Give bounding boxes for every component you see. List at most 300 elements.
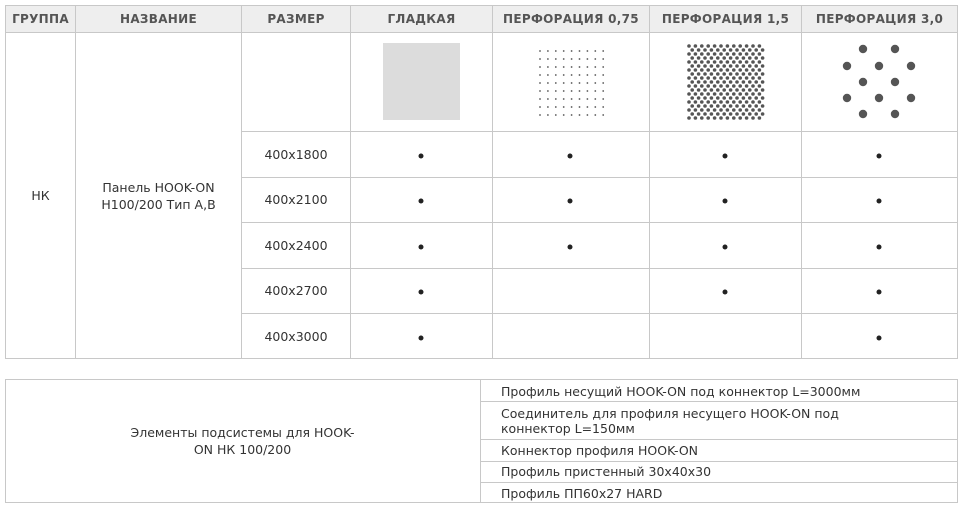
perforation-hole xyxy=(571,114,573,116)
perforation-hole xyxy=(758,100,762,104)
perforation-hole xyxy=(729,48,733,52)
perforation-hole xyxy=(719,44,723,48)
perforation-hole xyxy=(875,94,883,102)
perforation-hole xyxy=(571,66,573,68)
header-perf-075: ПЕРФОРАЦИЯ 0,75 xyxy=(503,12,639,26)
perforation-hole xyxy=(555,74,557,76)
perforation-hole xyxy=(729,64,733,68)
perforation-hole xyxy=(579,82,581,84)
perforation-hole xyxy=(710,48,714,52)
header-size: РАЗМЕР xyxy=(267,12,325,26)
perforation-hole xyxy=(694,52,698,56)
perforation-hole xyxy=(687,52,691,56)
grid-line xyxy=(5,502,958,503)
availability-dot-perf15 xyxy=(723,290,728,295)
perforation-hole xyxy=(716,72,720,76)
perforation-hole xyxy=(700,116,704,120)
perforation-hole xyxy=(594,50,596,52)
perforation-hole xyxy=(735,88,739,92)
perforation-hole xyxy=(761,88,765,92)
perforation-hole xyxy=(751,100,755,104)
perforation-hole xyxy=(875,62,883,70)
perforation-hole xyxy=(555,114,557,116)
perforation-hole xyxy=(726,44,730,48)
size-cell: 400х2400 xyxy=(264,238,328,253)
perforation-hole xyxy=(700,84,704,88)
perforation-hole xyxy=(706,116,710,120)
perforation-hole xyxy=(571,90,573,92)
perforation-hole xyxy=(726,60,730,64)
perforation-hole xyxy=(732,76,736,80)
perforation-hole xyxy=(694,76,698,80)
perforation-hole xyxy=(710,72,714,76)
perforation-hole xyxy=(710,88,714,92)
grid-line xyxy=(480,461,958,462)
perforation-hole xyxy=(761,72,765,76)
perforation-hole xyxy=(700,92,704,96)
grid-line xyxy=(480,439,958,440)
perforation-hole xyxy=(754,64,758,68)
perforation-hole xyxy=(594,90,596,92)
perforation-hole xyxy=(732,108,736,112)
perforation-hole xyxy=(579,58,581,60)
perforation-hole xyxy=(547,50,549,52)
perforation-hole xyxy=(732,44,736,48)
perforation-hole xyxy=(738,92,742,96)
perforation-hole xyxy=(710,112,714,116)
perforation-hole xyxy=(745,84,749,88)
perforation-hole xyxy=(690,56,694,60)
perforation-hole xyxy=(719,76,723,80)
size-cell: 400х2700 xyxy=(264,283,328,298)
perforation-hole xyxy=(732,52,736,56)
perforation-hole xyxy=(754,56,758,60)
perforation-hole xyxy=(563,66,565,68)
perforation-hole xyxy=(579,90,581,92)
availability-dot-perf075 xyxy=(568,245,573,250)
subsystem-item: Коннектор профиля HOOK-ON xyxy=(501,443,699,458)
perforation-hole xyxy=(859,110,867,118)
perforation-hole xyxy=(761,48,765,52)
perforation-hole xyxy=(690,48,694,52)
perforation-hole xyxy=(722,104,726,108)
perforation-hole xyxy=(716,48,720,52)
perforation-hole xyxy=(694,116,698,120)
perforation-hole xyxy=(539,82,541,84)
perforation-hole xyxy=(713,92,717,96)
perforation-hole xyxy=(738,68,742,72)
perforation-hole xyxy=(579,98,581,100)
perforation-hole xyxy=(700,52,704,56)
perforation-hole xyxy=(719,92,723,96)
size-cell: 400х3000 xyxy=(264,329,328,344)
perforation-hole xyxy=(754,96,758,100)
perforation-hole xyxy=(729,80,733,84)
perforation-hole xyxy=(754,88,758,92)
perforation-hole xyxy=(722,96,726,100)
grid-line xyxy=(480,482,958,483)
perforation-hole xyxy=(732,100,736,104)
perforation-hole xyxy=(713,76,717,80)
perforation-hole xyxy=(563,74,565,76)
size-cell: 400х2100 xyxy=(264,192,328,207)
perforation-hole xyxy=(706,44,710,48)
perforation-hole xyxy=(697,96,701,100)
perforation-hole xyxy=(547,82,549,84)
perforation-hole xyxy=(694,68,698,72)
perforation-hole xyxy=(697,56,701,60)
perforation-hole xyxy=(602,98,604,100)
subsystem-item: Профиль несущий HOOK-ON под коннектор L=3000мм xyxy=(501,384,861,399)
perforation-hole xyxy=(602,50,604,52)
perforation-hole xyxy=(687,76,691,80)
perforation-hole xyxy=(761,96,765,100)
perforation-hole xyxy=(716,112,720,116)
perforation-hole xyxy=(745,100,749,104)
perforation-hole xyxy=(716,96,720,100)
perforation-hole xyxy=(735,104,739,108)
perforation-hole xyxy=(738,52,742,56)
perforation-hole xyxy=(710,56,714,60)
perforation-hole xyxy=(602,66,604,68)
perforation-hole xyxy=(697,64,701,68)
perforation-hole xyxy=(547,74,549,76)
perforation-hole xyxy=(758,108,762,112)
perforation-hole xyxy=(738,60,742,64)
perforation-hole xyxy=(729,72,733,76)
perforation-hole xyxy=(602,106,604,108)
perforation-hole xyxy=(694,108,698,112)
availability-dot-smooth xyxy=(419,199,424,204)
perforation-hole xyxy=(761,104,765,108)
perforation-hole xyxy=(547,98,549,100)
perforation-075-swatch xyxy=(530,44,610,120)
perforation-hole xyxy=(563,50,565,52)
perforation-hole xyxy=(706,92,710,96)
availability-dot-perf15 xyxy=(723,245,728,250)
grid-line xyxy=(801,5,802,359)
perforation-hole xyxy=(722,64,726,68)
perforation-hole xyxy=(716,64,720,68)
availability-dot-perf30 xyxy=(877,336,882,341)
perforation-hole xyxy=(703,112,707,116)
perforation-hole xyxy=(697,72,701,76)
size-cell: 400х1800 xyxy=(264,147,328,162)
perforation-hole xyxy=(732,92,736,96)
perforation-hole xyxy=(563,114,565,116)
perforation-hole xyxy=(697,88,701,92)
perforation-hole xyxy=(748,88,752,92)
perforation-hole xyxy=(555,58,557,60)
availability-dot-perf30 xyxy=(877,199,882,204)
perforation-hole xyxy=(694,84,698,88)
perforation-hole xyxy=(555,66,557,68)
header-name: НАЗВАНИЕ xyxy=(120,12,197,26)
perforation-hole xyxy=(713,108,717,112)
perforation-hole xyxy=(713,84,717,88)
perforation-hole xyxy=(690,112,694,116)
subsystem-item: Профиль пристенный 30х40х30 xyxy=(501,464,712,479)
perforation-hole xyxy=(751,52,755,56)
perforation-hole xyxy=(700,60,704,64)
perforation-hole xyxy=(706,100,710,104)
perforation-hole xyxy=(602,74,604,76)
perforation-hole xyxy=(726,108,730,112)
perforation-hole xyxy=(748,80,752,84)
availability-dot-perf30 xyxy=(877,290,882,295)
perforation-hole xyxy=(563,82,565,84)
perforation-hole xyxy=(719,116,723,120)
perforation-hole xyxy=(719,60,723,64)
header-perf-15: ПЕРФОРАЦИЯ 1,5 xyxy=(661,12,790,26)
perforation-hole xyxy=(687,84,691,88)
perforation-hole xyxy=(729,96,733,100)
perforation-hole xyxy=(738,116,742,120)
perforation-hole xyxy=(745,44,749,48)
perforation-hole xyxy=(539,98,541,100)
perforation-hole xyxy=(539,106,541,108)
perforation-hole xyxy=(710,80,714,84)
perforation-hole xyxy=(742,64,746,68)
perforation-hole xyxy=(587,66,589,68)
perforation-hole xyxy=(571,106,573,108)
perforation-hole xyxy=(690,72,694,76)
perforation-hole xyxy=(738,100,742,104)
perforation-hole xyxy=(751,84,755,88)
perforation-hole xyxy=(579,50,581,52)
grid-line xyxy=(957,5,958,359)
perforation-hole xyxy=(761,80,765,84)
perforation-hole xyxy=(706,60,710,64)
perforation-hole xyxy=(745,60,749,64)
perforation-hole xyxy=(697,80,701,84)
perforation-hole xyxy=(700,68,704,72)
perforation-hole xyxy=(687,44,691,48)
perforation-hole xyxy=(602,90,604,92)
perforation-hole xyxy=(758,116,762,120)
availability-dot-perf30 xyxy=(877,245,882,250)
perforation-hole xyxy=(587,114,589,116)
perforation-hole xyxy=(555,82,557,84)
perforation-hole xyxy=(735,72,739,76)
perforation-hole xyxy=(735,48,739,52)
perforation-hole xyxy=(547,90,549,92)
grid-line xyxy=(649,5,650,359)
availability-dot-smooth xyxy=(419,245,424,250)
perforation-hole xyxy=(579,66,581,68)
perforation-hole xyxy=(761,112,765,116)
perforation-hole xyxy=(745,76,749,80)
perforation-hole xyxy=(563,106,565,108)
availability-dot-perf075 xyxy=(568,199,573,204)
perforation-hole xyxy=(700,76,704,80)
grid-line xyxy=(957,379,958,503)
perforation-hole xyxy=(710,64,714,68)
perforation-hole xyxy=(732,116,736,120)
perforation-hole xyxy=(754,112,758,116)
perforation-hole xyxy=(697,112,701,116)
perforation-hole xyxy=(703,64,707,68)
perforation-hole xyxy=(719,52,723,56)
perforation-hole xyxy=(587,90,589,92)
perforation-hole xyxy=(713,52,717,56)
grid-line xyxy=(492,5,493,359)
perforation-hole xyxy=(594,74,596,76)
perforation-hole xyxy=(748,104,752,108)
perforation-hole xyxy=(742,88,746,92)
group-cell: НК xyxy=(31,188,50,203)
perforation-hole xyxy=(539,74,541,76)
perforation-hole xyxy=(742,80,746,84)
perforation-hole xyxy=(891,110,899,118)
perforation-hole xyxy=(563,98,565,100)
perforation-hole xyxy=(579,74,581,76)
perforation-hole xyxy=(716,56,720,60)
subsystem-title: Элементы подсистемы для HOOK-ON НК 100/200 xyxy=(130,425,355,457)
perforation-hole xyxy=(571,50,573,52)
perforation-hole xyxy=(742,96,746,100)
grid-line xyxy=(480,401,958,402)
perforation-hole xyxy=(745,116,749,120)
perforation-hole xyxy=(738,108,742,112)
perforation-hole xyxy=(587,82,589,84)
perforation-hole xyxy=(687,108,691,112)
perforation-hole xyxy=(719,68,723,72)
perforation-hole xyxy=(729,112,733,116)
perforation-hole xyxy=(571,98,573,100)
perforation-hole xyxy=(754,48,758,52)
perforation-hole xyxy=(735,56,739,60)
perforation-hole xyxy=(713,68,717,72)
perforation-hole xyxy=(726,100,730,104)
perforation-hole xyxy=(758,68,762,72)
perforation-hole xyxy=(907,62,915,70)
perforation-hole xyxy=(587,98,589,100)
perforation-hole xyxy=(719,108,723,112)
perforation-hole xyxy=(748,48,752,52)
header-smooth: ГЛАДКАЯ xyxy=(387,12,456,26)
smooth-swatch xyxy=(383,43,460,120)
perforation-hole xyxy=(732,68,736,72)
availability-dot-perf075 xyxy=(568,154,573,159)
perforation-hole xyxy=(859,45,867,53)
perforation-hole xyxy=(742,56,746,60)
perforation-hole xyxy=(539,90,541,92)
perforation-hole xyxy=(687,92,691,96)
perforation-hole xyxy=(697,104,701,108)
perforation-hole xyxy=(751,116,755,120)
perforation-hole xyxy=(700,44,704,48)
perforation-hole xyxy=(738,44,742,48)
perforation-hole xyxy=(907,94,915,102)
perforation-hole xyxy=(748,96,752,100)
perforation-hole xyxy=(687,68,691,72)
perforation-hole xyxy=(751,68,755,72)
perforation-hole xyxy=(594,58,596,60)
perforation-hole xyxy=(547,58,549,60)
perforation-hole xyxy=(694,100,698,104)
availability-dot-smooth xyxy=(419,336,424,341)
perforation-hole xyxy=(843,94,851,102)
perforation-hole xyxy=(539,58,541,60)
perforation-hole xyxy=(719,100,723,104)
perforation-hole xyxy=(758,44,762,48)
perforation-hole xyxy=(713,44,717,48)
perforation-hole xyxy=(761,64,765,68)
perforation-hole xyxy=(690,96,694,100)
perforation-hole xyxy=(594,114,596,116)
availability-dot-smooth xyxy=(419,290,424,295)
perforation-hole xyxy=(729,88,733,92)
availability-dot-perf15 xyxy=(723,154,728,159)
perforation-hole xyxy=(726,52,730,56)
perforation-hole xyxy=(706,68,710,72)
perforation-hole xyxy=(726,84,730,88)
perforation-hole xyxy=(722,48,726,52)
availability-dot-perf15 xyxy=(723,199,728,204)
perforation-hole xyxy=(690,104,694,108)
perforation-hole xyxy=(735,112,739,116)
perforation-hole xyxy=(726,76,730,80)
perforation-hole xyxy=(579,114,581,116)
perforation-hole xyxy=(713,116,717,120)
perforation-hole xyxy=(726,68,730,72)
perforation-hole xyxy=(754,80,758,84)
perforation-hole xyxy=(547,114,549,116)
availability-dot-perf30 xyxy=(877,154,882,159)
perforation-hole xyxy=(745,52,749,56)
perforation-hole xyxy=(751,60,755,64)
perforation-hole xyxy=(735,80,739,84)
perforation-hole xyxy=(579,106,581,108)
perforation-hole xyxy=(754,104,758,108)
perforation-hole xyxy=(891,78,899,86)
perforation-hole xyxy=(703,80,707,84)
perforation-hole xyxy=(710,104,714,108)
perforation-hole xyxy=(758,92,762,96)
perforation-hole xyxy=(563,58,565,60)
perforation-hole xyxy=(751,76,755,80)
perforation-hole xyxy=(587,74,589,76)
perforation-hole xyxy=(859,78,867,86)
perforation-hole xyxy=(539,66,541,68)
perforation-hole xyxy=(716,104,720,108)
perforation-hole xyxy=(738,84,742,88)
perforation-hole xyxy=(748,72,752,76)
perforation-hole xyxy=(843,62,851,70)
perforation-hole xyxy=(703,72,707,76)
perforation-hole xyxy=(742,112,746,116)
perforation-hole xyxy=(754,72,758,76)
product-name-cell: Панель HOOK-ON H100/200 Тип А,В xyxy=(101,179,216,212)
perforation-hole xyxy=(751,92,755,96)
perforation-hole xyxy=(722,56,726,60)
perforation-hole xyxy=(742,72,746,76)
perforation-hole xyxy=(555,90,557,92)
perforation-hole xyxy=(703,104,707,108)
perforation-hole xyxy=(690,80,694,84)
perforation-hole xyxy=(735,96,739,100)
perforation-hole xyxy=(594,66,596,68)
perforation-hole xyxy=(722,88,726,92)
perforation-hole xyxy=(722,80,726,84)
perforation-hole xyxy=(735,64,739,68)
perforation-hole xyxy=(726,92,730,96)
perforation-hole xyxy=(571,74,573,76)
perforation-hole xyxy=(687,100,691,104)
perforation-hole xyxy=(891,45,899,53)
perforation-hole xyxy=(555,106,557,108)
